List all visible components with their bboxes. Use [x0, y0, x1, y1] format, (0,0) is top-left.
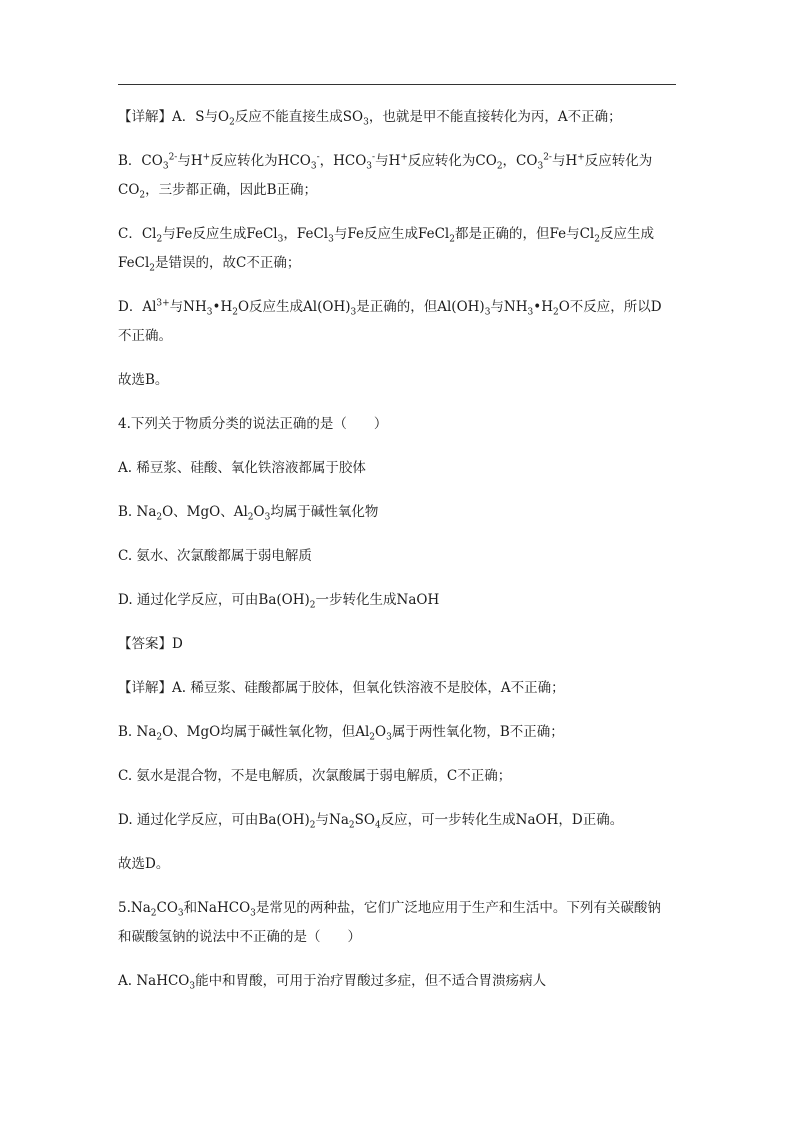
option-4c: C. 氨水、次氯酸都属于弱电解质 [118, 548, 312, 564]
explanation-3d: D．$Al^{3+}$与$NH_3•H_2O$反应生成$Al(OH)_3$是正确的，但$Al(OH)_3$与$NH_3•H_2O$不反应，所以D 不正确。 [118, 298, 662, 344]
conclusion-4: 故选D。 [118, 856, 170, 872]
explanation-3c: C．$Cl_2$与Fe反应生成FeCl$_3$，FeCl$_3$与Fe反应生成FeCl$_2$都是正确的，但Fe与$Cl_2$反应生成 FeCl$_2$是错误的，故C不正确； [118, 226, 654, 274]
conclusion-3: 故选B。 [118, 372, 169, 388]
question-4: 4.下列关于物质分类的说法正确的是（ ） [118, 416, 388, 432]
option-4b: B. $Na_2O$、MgO、$Al_2O_3$均属于碱性氧化物 [118, 504, 379, 523]
explanation-4a: 【详解】A. 稀豆浆、硅酸都属于胶体，但氧化铁溶液不是胶体，A不正确； [118, 680, 565, 696]
question-5: $5.Na_2CO_3$和NaHCO$_3$是常见的两种盐，它们广泛地应用于生产和生活中。下列有关碳酸钠 和碳酸氢钠的说法中不正确的是（ ） [118, 900, 661, 945]
explanation-4c: C. 氨水是混合物，不是电解质，次氯酸属于弱电解质，C不正确； [118, 768, 512, 784]
explanation-3b: B．$CO_3^{2-}$与H+反应转化为$HCO_3^-$，$HCO_3^-$与H+反应转化为$CO_2$，$CO_3^{2-}$与H+反应转化为 $CO_2$，三步都正确，因此B正确； [118, 152, 653, 201]
answer-4: 【答案】D [118, 636, 183, 652]
explanation-4b: B. $Na_2O$、MgO均属于碱性氧化物，但$Al_2O_3$属于两性氧化物，B不正确； [118, 724, 564, 743]
header-rule [118, 84, 676, 85]
explanation-3a: 【详解】A．S与$O_2$反应不能直接生成$SO_3$，也就是甲不能直接转化为丙，A不正确； [118, 109, 622, 128]
explanation-4d: D. 通过化学反应，可由$Ba(OH)_2$与$Na_2SO_4$反应，可一步转化生成NaOH，D正确。 [118, 812, 624, 831]
document-body [118, 103, 678, 1011]
option-4a: A. 稀豆浆、硅酸、氧化铁溶液都属于胶体 [118, 460, 366, 476]
option-5a: A. NaHCO$_3$能中和胃酸，可用于治疗胃酸过多症，但不适合胃溃疡病人 [118, 973, 547, 992]
option-4d: D. 通过化学反应，可由$Ba(OH)_2$一步转化生成NaOH [118, 592, 440, 611]
